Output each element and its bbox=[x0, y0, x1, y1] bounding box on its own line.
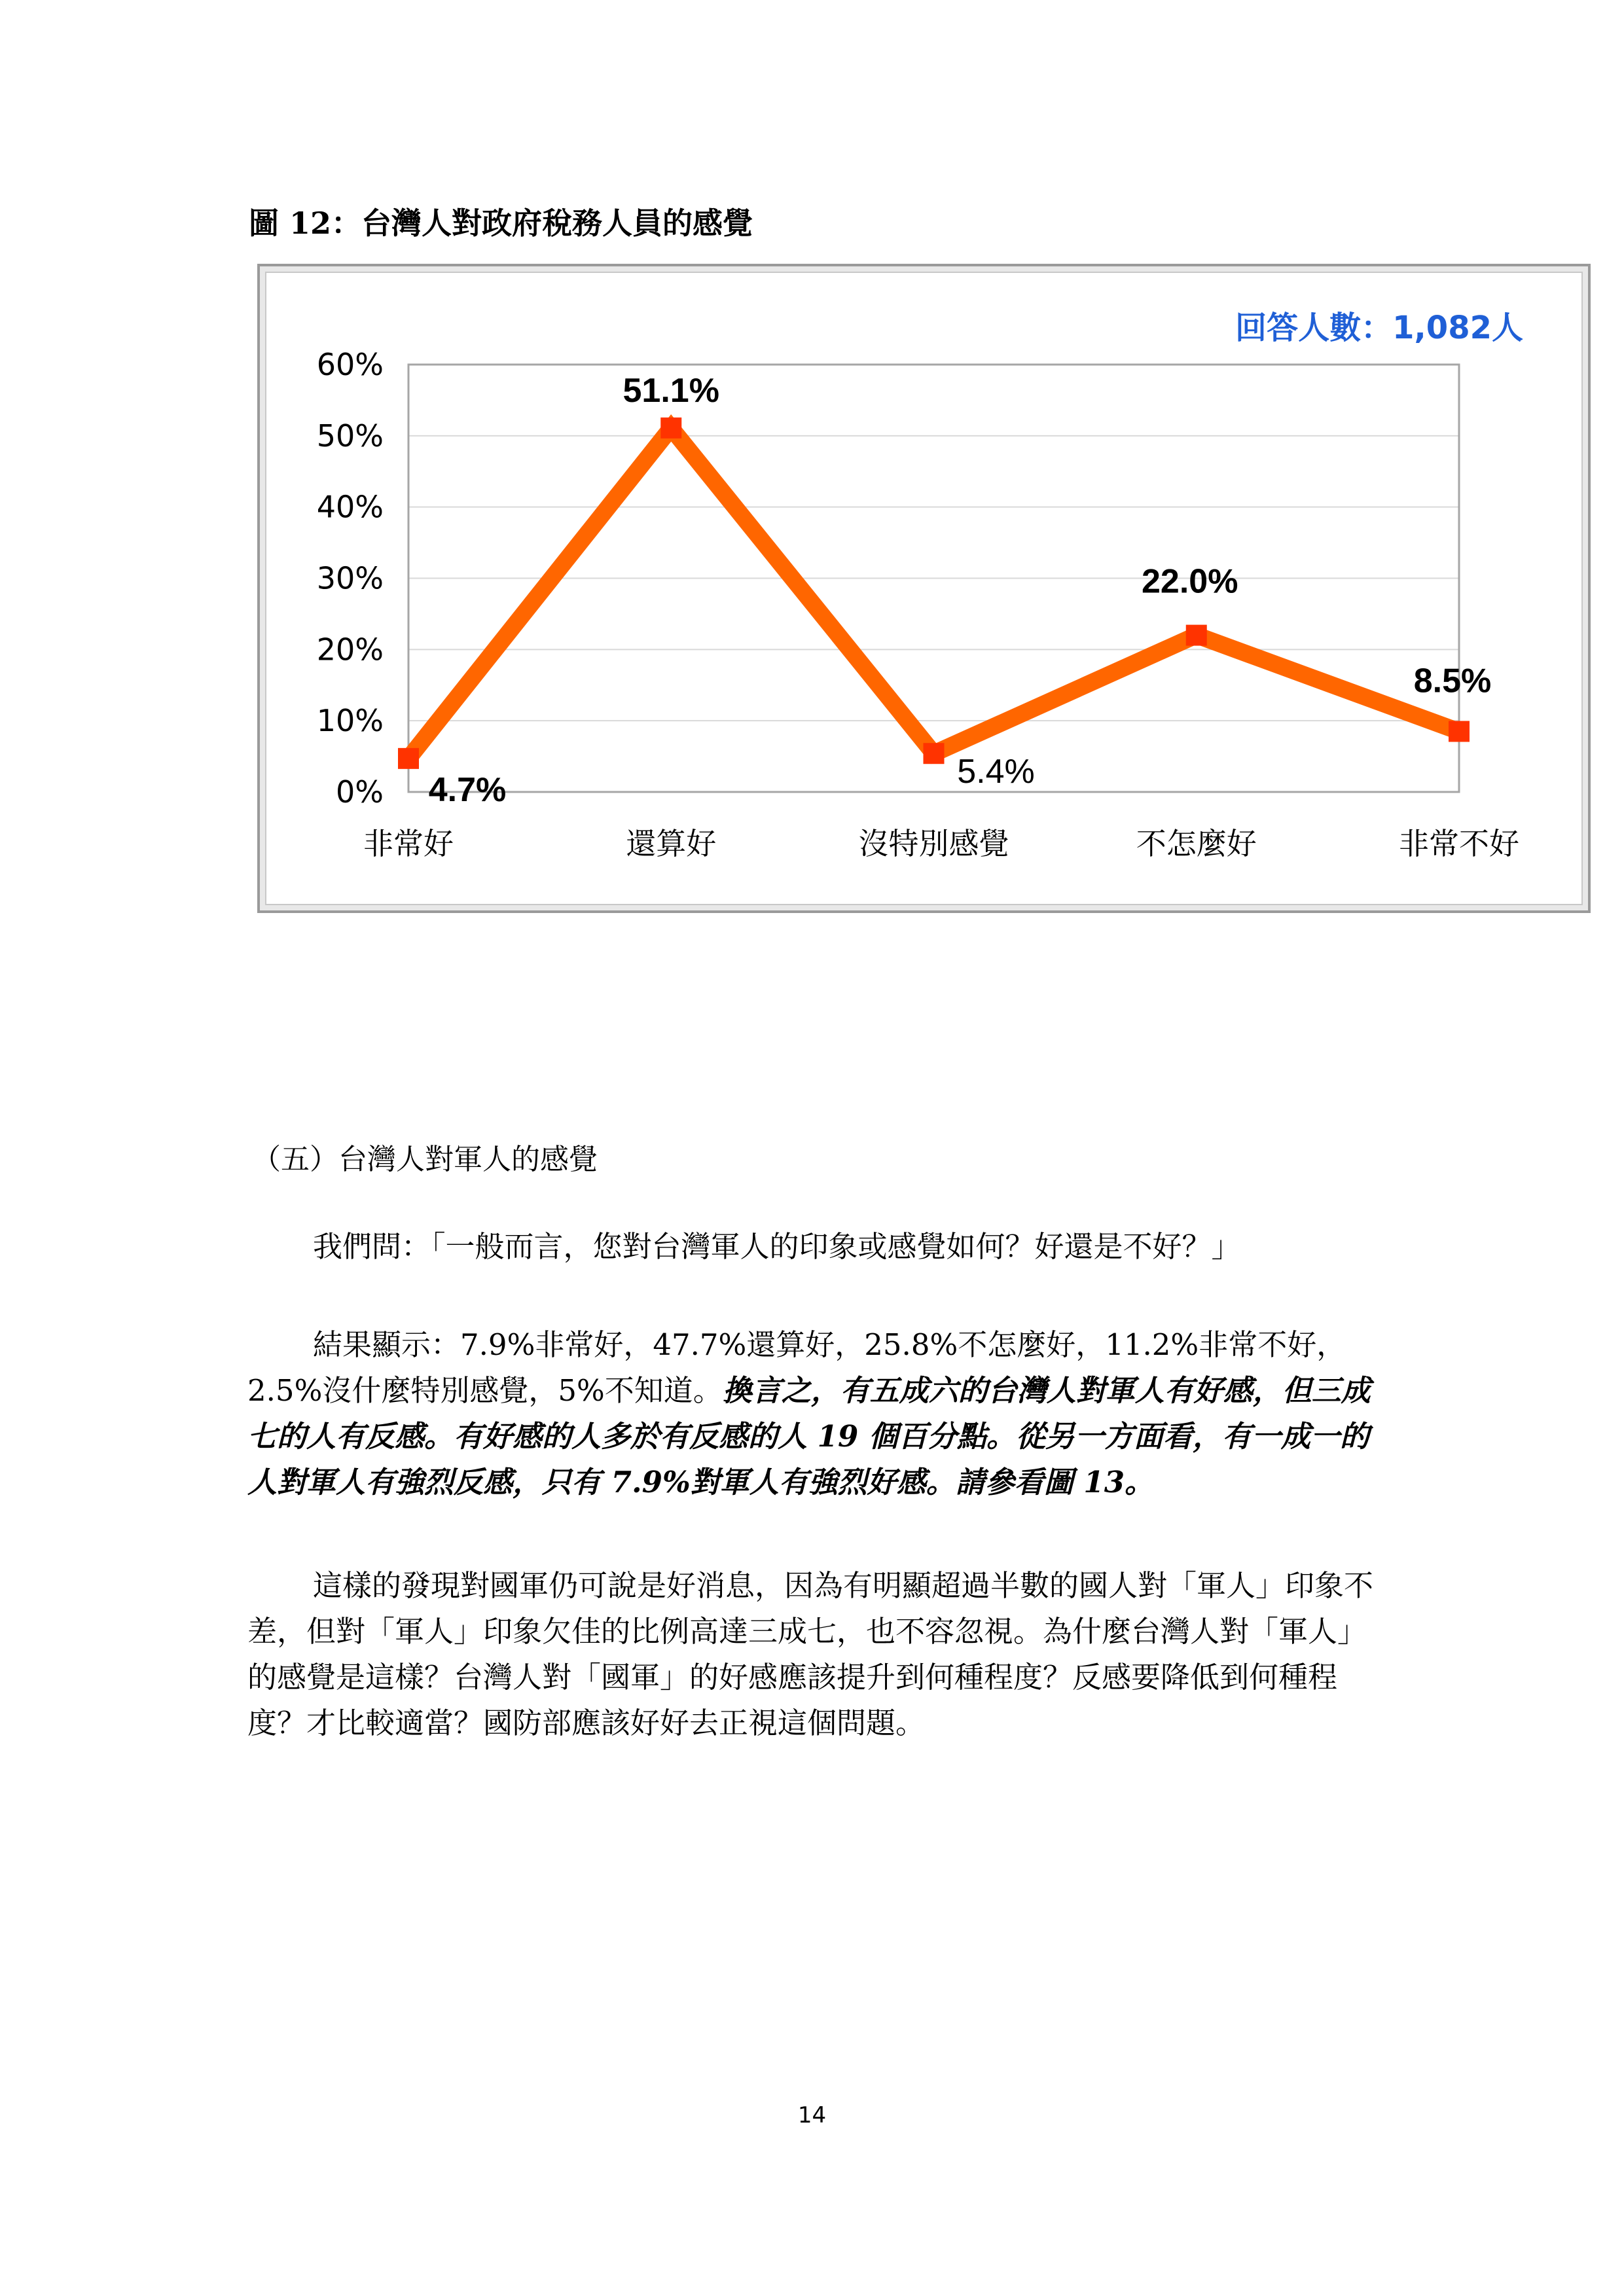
y-tick-label: 30% bbox=[316, 560, 384, 596]
result-text bbox=[247, 1322, 1386, 1505]
question-text: 我們問：「一般而言，您對台灣軍人的印象或感覺如何？好還是不好？」 bbox=[313, 1229, 1241, 1264]
result-emphasis: 換言之，有五成六的台灣人對軍人有好感，但三成七的人有反感。有好感的人多於有反感的人 19 個百分點。從另一方面看，有一成一的人對軍人有強烈反感，只有 7.9%對軍人有強烈好感。請參看圖 13。 bbox=[247, 1373, 1371, 1499]
discussion-text: 這樣的發現對國軍仍可說是好消息，因為有明顯超過半數的國人對「軍人」印象不差，但對「軍人」印象欠佳的比例高達三成七，也不容忽視。為什麼台灣人對「軍人」的感覺是這樣？台灣人對「國軍」的好感應該提升到何種程度？反感要降低到何種程度？才比較適當？國防部應該好好去正視這個問題。 bbox=[247, 1568, 1374, 1740]
data-label: 5.4% bbox=[957, 753, 1035, 791]
series-line bbox=[408, 428, 1459, 759]
result-paragraph bbox=[247, 1322, 1386, 1505]
y-tick-label: 20% bbox=[316, 632, 384, 668]
chart-frame bbox=[257, 264, 1591, 913]
data-point-marker bbox=[1449, 721, 1470, 742]
data-point-marker bbox=[660, 418, 681, 439]
y-tick-label: 0% bbox=[336, 774, 384, 810]
y-tick-label: 40% bbox=[316, 489, 384, 525]
x-tick-label: 非常不好 bbox=[1399, 826, 1519, 861]
y-tick-label: 10% bbox=[316, 703, 384, 739]
question-paragraph bbox=[247, 1224, 1386, 1270]
section-heading: （五）台灣人對軍人的感覺 bbox=[252, 1143, 598, 1176]
figure-title: 圖 12：台灣人對政府稅務人員的感覺 bbox=[249, 206, 753, 241]
respondent-count-annotation: 回答人數：1,082人 bbox=[1235, 310, 1523, 346]
x-tick-label: 不怎麼好 bbox=[1136, 826, 1257, 861]
data-point-marker bbox=[398, 748, 419, 769]
x-tick-label: 沒特別感覺 bbox=[858, 826, 1009, 861]
y-tick-label: 60% bbox=[316, 347, 384, 382]
page-number: 14 bbox=[797, 2102, 827, 2128]
x-tick-label: 還算好 bbox=[626, 826, 717, 861]
data-point-marker bbox=[924, 743, 945, 764]
result-plain: 結果顯示：7.9%非常好，47.7%還算好，25.8%不怎麼好，11.2%非常不好，2.5%沒什麼特別感覺，5%不知道。 bbox=[247, 1327, 1346, 1408]
data-label: 4.7% bbox=[428, 770, 507, 809]
y-tick-label: 50% bbox=[316, 418, 384, 454]
x-tick-label: 非常好 bbox=[363, 826, 454, 861]
line-chart bbox=[260, 266, 1593, 916]
discussion-paragraph bbox=[247, 1563, 1386, 1746]
data-label: 22.0% bbox=[1142, 562, 1238, 601]
data-point-marker bbox=[1186, 625, 1207, 646]
data-label: 8.5% bbox=[1413, 662, 1492, 700]
data-label: 51.1% bbox=[623, 371, 719, 410]
